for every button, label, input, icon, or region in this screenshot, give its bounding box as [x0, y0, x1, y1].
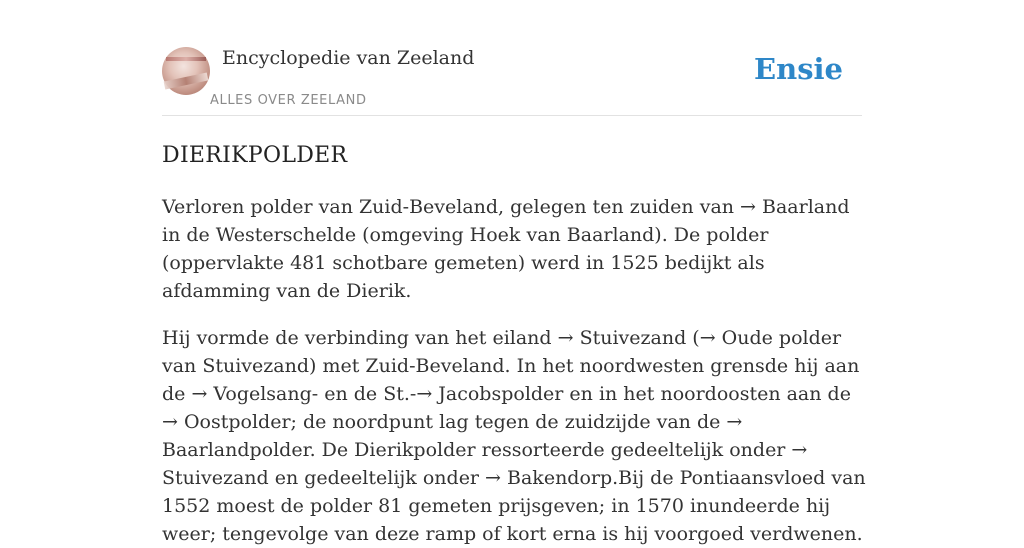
logo-band-top: [166, 57, 206, 61]
site-logo[interactable]: [162, 47, 210, 95]
logo-band-bottom: [164, 73, 209, 90]
site-header: [162, 46, 862, 116]
site-title-link[interactable]: Encyclopedie van Zeeland: [222, 47, 475, 69]
article-title: DIERIKPOLDER: [162, 143, 348, 168]
site-tagline: ALLES OVER ZEELAND: [210, 93, 367, 108]
page-container: [162, 0, 866, 548]
article-paragraph-2: Hij vormde de verbinding van het eiland → Stuivezand (→ Oude polder van Stuivezand) met Zuid-Beveland. In het noordwesten grensde hij aan de → Vogelsang- en de St.-→ Jacobspolder en in het noordoosten aan de → Oostpolder; de noordpunt lag tegen de zuidzijde van de → Baarlandpolder. De Dierikpolder ressorteerde gedeeltelijk onder → Stuivezand en gedeeltelijk onder → Bakendorp.Bij de Pontiaansvloed van 1552 moest de polder 81 gemeten prijsgeven; in 1570 inundeerde hij weer; tengevolge van deze ramp of kort erna is hij voorgoed verdwenen.: [162, 327, 866, 545]
article-paragraph-1: Verloren polder van Zuid-Beveland, gelegen ten zuiden van → Baarland in de Westerschelde (omgeving Hoek van Baarland). De polder (oppervlakte 481 schotbare gemeten) werd in 1525 bedijkt als afdamming van de Dierik.: [162, 196, 850, 302]
brand-logo-link[interactable]: Ensie: [754, 52, 843, 86]
